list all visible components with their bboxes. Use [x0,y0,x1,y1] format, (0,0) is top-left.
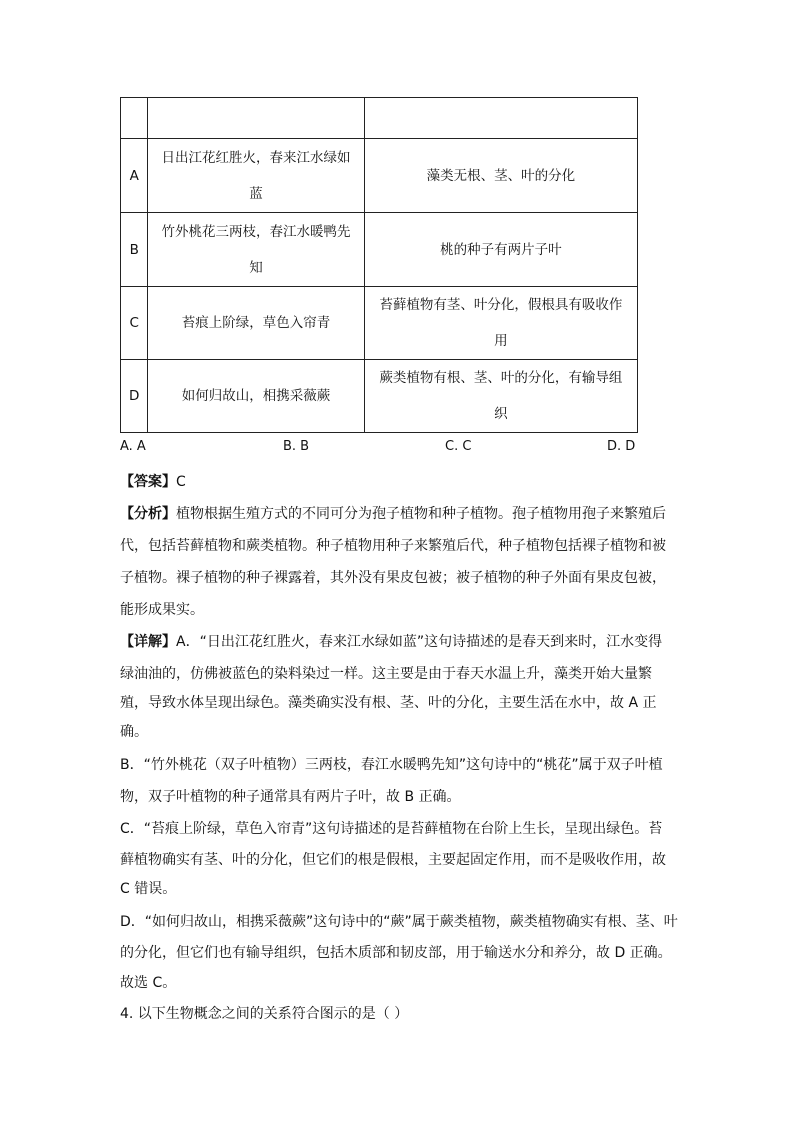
description-cell: 蕨类植物有根、茎、叶的分化，有输导组 织 [364,360,637,433]
description-cell: 桃的种子有两片子叶 [364,213,637,287]
detail-line: 物，双子叶植物的种子通常具有两片子叶，故 B 正确。 [120,789,461,805]
analysis-line: 能形成果实。 [120,602,204,618]
poem-cell: 如何归故山，相携采薇蕨 [148,360,364,433]
detail-line: C 错误。 [120,881,177,897]
detail-tag: 【详解】 [120,634,176,650]
detail-line: D．“如何归故山，相携采薇蕨”这句诗中的“蕨”属于蕨类植物，蕨类植物确实有根、茎、叶 [120,914,678,930]
poem-cell: 日出江花红胜火，春来江水绿如 蓝 [148,139,364,213]
description-cell: 苔藓植物有茎、叶分化，假根具有吸收作 用 [364,287,637,360]
analysis-line: 【分析】植物根据生殖方式的不同可分为孢子植物和种子植物。孢子植物用孢子来繁殖后 [120,506,666,522]
poem-cell: 竹外桃花三两枝，春江水暖鸭先 知 [148,213,364,287]
table-row-a [121,139,638,213]
detail-line: 的分化，但它们也有输导组织，包括木质部和韧皮部，用于输送水分和养分，故 D 正确。 [120,945,672,961]
row-label: D [121,360,148,433]
analysis-line: 子植物。裸子植物的种子裸露着，其外没有果皮包被；被子植物的种子外面有果皮包被， [120,570,666,586]
analysis-line: 代，包括苔藓植物和蕨类植物。种子植物用种子来繁殖后代，种子植物包括裸子植物和被 [120,538,666,554]
detail-line: 藓植物确实有茎、叶的分化，但它们的根是假根，主要起固定作用，而不是吸收作用，故 [120,852,666,868]
header-cell [121,98,148,139]
detail-line: 殖，导致水体呈现出绿色。藻类确实没有根、茎、叶的分化，主要生活在水中，故 A 正 [120,695,657,711]
row-label: C [121,287,148,360]
table-row-c [121,287,638,360]
description-cell: 藻类无根、茎、叶的分化 [364,139,637,213]
table-row-b [121,213,638,287]
row-label: A [121,139,148,213]
answer-line [120,471,186,491]
option-a: A. A [120,439,146,454]
detail-line: C．“苔痕上阶绿，草色入帘青”这句诗描述的是苔藓植物在台阶上生长，呈现出绿色。苔 [120,821,663,837]
answer-options [120,439,640,459]
detail-line: 确。 [120,724,148,740]
option-c: C. C [445,439,472,454]
table-row-d [121,360,638,433]
answer-tag: 【答案】 [120,474,176,490]
detail-line: 【详解】A．“日出江花红胜火，春来江水绿如蓝”这句诗描述的是春天到来时，江水变得 [120,634,663,650]
detail-line: B．“竹外桃花（双子叶植物）三两枝，春江水暖鸭先知”这句诗中的“桃花”属于双子叶植 [120,757,663,773]
analysis-tag: 【分析】 [120,506,176,522]
question-table [120,97,638,433]
detail-line: 故选 C。 [120,975,177,991]
answer-value: C [176,474,186,490]
next-question: 4. 以下生物概念之间的关系符合图示的是（ ） [120,1006,409,1022]
row-label: B [121,213,148,287]
poem-cell: 苔痕上阶绿，草色入帘青 [148,287,364,360]
detail-line: 绿油油的，仿佛被蓝色的染料染过一样。这主要是由于春天水温上升，藻类开始大量繁 [120,666,652,682]
table-header-row [121,98,638,139]
header-cell [364,98,637,139]
option-b: B. B [283,439,310,454]
header-cell [148,98,364,139]
option-d: D. D [607,439,636,454]
